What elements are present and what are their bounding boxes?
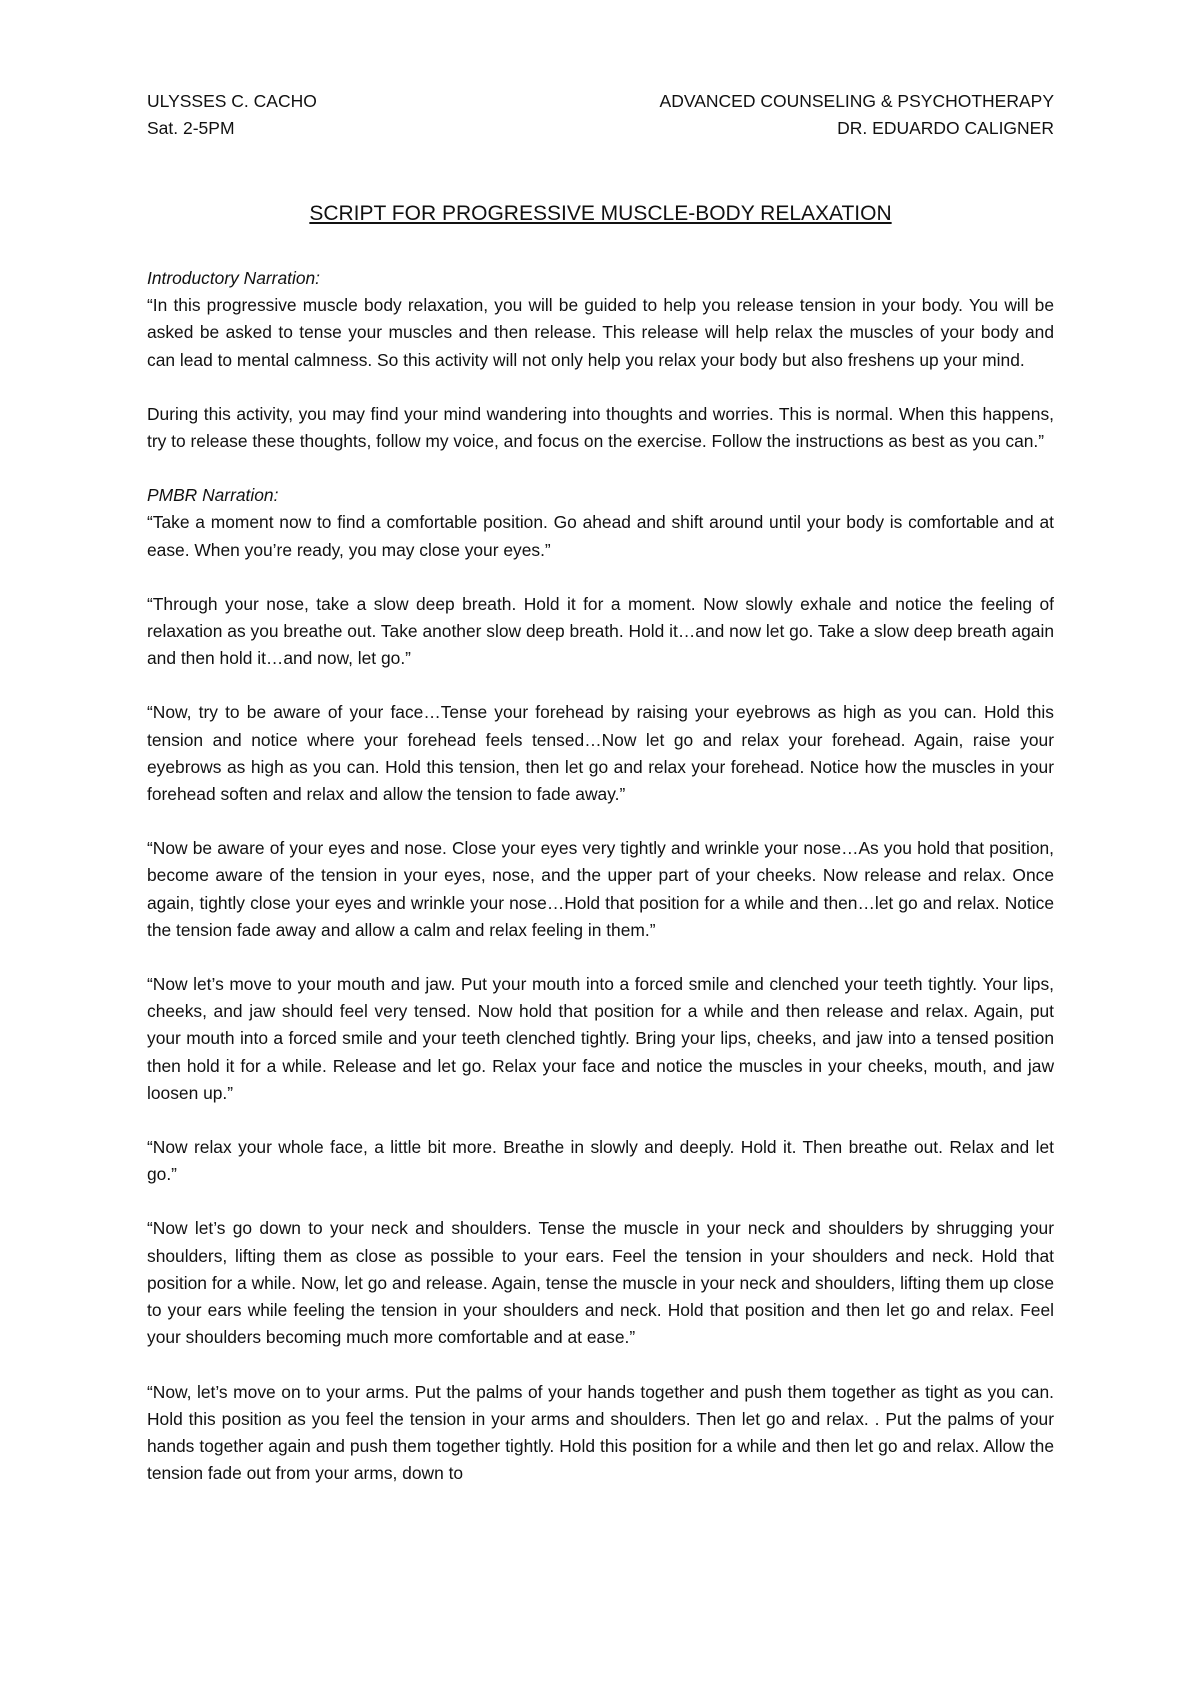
pmbr-paragraph: “Take a moment now to find a comfortable position. Go ahead and shift around until your body is comfortable and at ease. When you’re ready, you may close your eyes.” <box>147 512 1054 560</box>
author-name: ULYSSES C. CACHO <box>147 91 317 111</box>
document-header <box>147 88 1054 142</box>
class-schedule: Sat. 2-5PM <box>147 118 235 138</box>
document-title: SCRIPT FOR PROGRESSIVE MUSCLE-BODY RELAXATION <box>309 202 892 225</box>
pmbr-paragraph: “Now let’s go down to your neck and shoulders. Tense the muscle in your neck and shoulders by shrugging your shoulders, lifting them as close as possible to your ears. Feel the tension in your shoulders and neck. Hold that position for a while. Now, let go and release. Again, tense the muscle in your neck and shoulders, lifting them up close to your ears while feeling the tension in your shoulders and neck. Hold that position and then let go and relax. Feel your shoulders becoming much more comfortable and at ease.” <box>147 1218 1054 1348</box>
instructor-name: DR. EDUARDO CALIGNER <box>837 118 1054 138</box>
intro-paragraph: During this activity, you may find your mind wandering into thoughts and worries. This is normal. When this happens, try to release these thoughts, follow my voice, and focus on the exercise. Follow the instructions as best as you can.” <box>147 403 1054 452</box>
intro-label: Introductory Narration: <box>147 268 321 288</box>
header-right <box>660 88 1054 142</box>
pmbr-paragraph: “Now, let’s move on to your arms. Put the palms of your hands together and push them together as tight as you can. Hold this position as you feel the tension in your arms and shoulders. Then let go and relax. . Put the palms of your hands together again and push them together tightly. Hold this position for a while and then let go and relax. Allow the tension fade out from your arms, down to <box>147 1381 1054 1484</box>
header-left <box>147 88 317 142</box>
pmbr-paragraph: “Now, try to be aware of your face…Tense your forehead by raising your eyebrows as high as you can. Hold this tension and notice where your forehead feels tensed…Now let go and relax your forehead. Again, raise your eyebrows as high as you can. Hold this tension, then let go and relax your forehead. Notice how the muscles in your forehead soften and relax and allow the tension to fade away.” <box>147 702 1054 805</box>
pmbr-paragraph: “Now relax your whole face, a little bit more. Breathe in slowly and deeply. Hold it. Then breathe out. Relax and let go.” <box>147 1137 1054 1185</box>
pmbr-paragraph: “Through your nose, take a slow deep breath. Hold it for a moment. Now slowly exhale and notice the feeling of relaxation as you breathe out. Take another slow deep breath. Hold it…and now let go. Take a slow deep breath again and then hold it…and now, let go.” <box>147 593 1054 669</box>
document-body <box>147 265 1054 1514</box>
course-name: ADVANCED COUNSELING & PSYCHOTHERAPY <box>659 91 1054 111</box>
intro-paragraph: “In this progressive muscle body relaxation, you will be guided to help you release tension in your body. You will be asked be asked to tense your muscles and then release. This release will help relax the muscles of your body and can lead to mental calmness. So this activity will not only help you relax your body but also freshens up your mind. <box>147 295 1054 370</box>
pmbr-paragraph: “Now be aware of your eyes and nose. Close your eyes very tightly and wrinkle your nose…As you hold that position, become aware of the tension in your eyes, nose, and the upper part of your cheeks. Now release and relax. Once again, tightly close your eyes and wrinkle your nose…Hold that position for a while and then…let go and relax. Notice the tension fade away and allow a calm and relax feeling in them.” <box>147 838 1054 940</box>
pmbr-label: PMBR Narration: <box>147 485 279 506</box>
pmbr-paragraph: “Now let’s move to your mouth and jaw. Put your mouth into a forced smile and clenched your teeth tightly. Your lips, cheeks, and jaw should feel very tensed. Now hold that position for a while and then release and relax. Again, put your mouth into a forced smile and your teeth clenched tightly. Bring your lips, cheeks, and jaw into a tensed position then hold it for a while. Release and let go. Relax your face and notice the muscles in your cheeks, mouth, and jaw loosen up.” <box>147 974 1054 1103</box>
